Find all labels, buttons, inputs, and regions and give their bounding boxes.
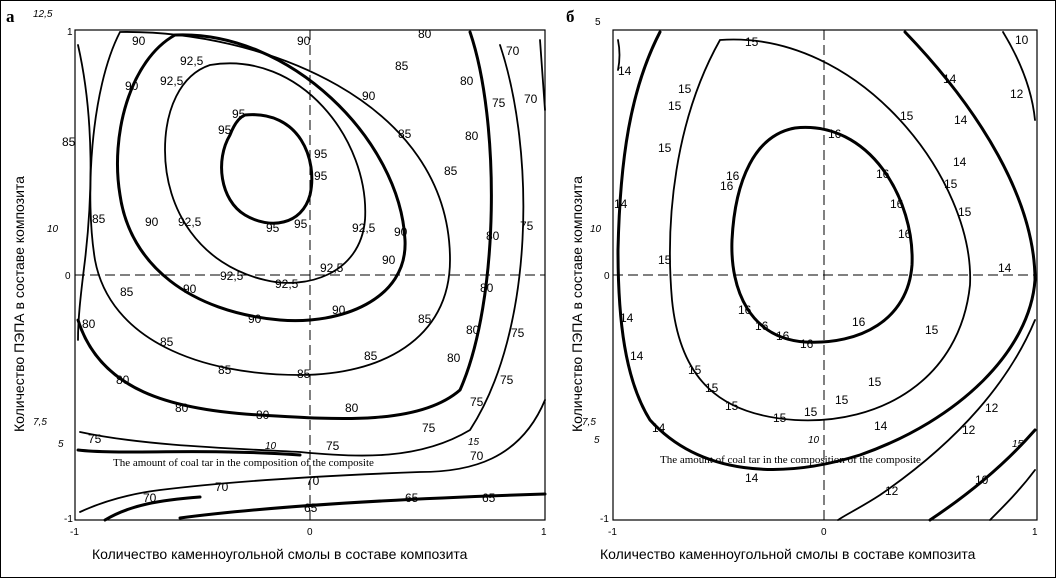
label: 80 (175, 401, 189, 415)
panel-a-xextra: 10 (265, 441, 277, 452)
panel-a-xextra: 15 (468, 437, 480, 448)
panel-b (566, 7, 1038, 562)
label: 14 (620, 311, 634, 325)
label: 70 (470, 449, 484, 463)
label: 80 (465, 129, 479, 143)
panel-b-caption: The amount of coal tar in the composition of the composite (660, 454, 921, 466)
panel-a-contour-labels (62, 27, 538, 515)
panel-a-yextra: 10 (47, 224, 59, 235)
label: 85 (120, 285, 134, 299)
label: 85 (62, 135, 76, 149)
contour-92-5 (165, 63, 365, 283)
label: 15 (804, 405, 818, 419)
panel-b-ytick-top: 5 (595, 17, 601, 28)
label: 85 (395, 59, 409, 73)
label: 85 (364, 349, 378, 363)
label: 80 (256, 408, 270, 422)
panel-a-caption: The amount of coal tar in the composition of the composite (113, 457, 374, 469)
label: 90 (382, 253, 396, 267)
label: 12 (985, 401, 999, 415)
contour-85-left (78, 45, 91, 340)
panel-b-yextra: 7,5 (582, 417, 596, 428)
label: 14 (954, 113, 968, 127)
label: 90 (362, 89, 376, 103)
label: 16 (776, 329, 790, 343)
label: 80 (418, 27, 432, 41)
label: 12 (1010, 87, 1024, 101)
panel-a-yextra: 7,5 (33, 417, 47, 428)
label: 15 (658, 141, 672, 155)
label: 16 (755, 319, 769, 333)
label: 16 (890, 197, 904, 211)
label: 85 (398, 127, 412, 141)
label: 16 (852, 315, 866, 329)
label: 75 (500, 373, 514, 387)
contour-14 (618, 32, 1035, 469)
label: 95 (232, 107, 246, 121)
label: 16 (800, 337, 814, 351)
label: 90 (297, 34, 311, 48)
label: 80 (116, 373, 130, 387)
panel-b-xtick-mid: 0 (821, 527, 827, 538)
panel-b-xtick-right: 1 (1032, 527, 1038, 538)
label: 65 (482, 491, 496, 505)
label: 16 (738, 303, 752, 317)
label: 75 (326, 439, 340, 453)
label: 75 (520, 219, 534, 233)
contour-15 (670, 40, 970, 421)
label: 85 (92, 212, 106, 226)
label: 14 (630, 349, 644, 363)
label: 10 (975, 473, 989, 487)
label: 80 (486, 229, 500, 243)
panel-b-xextra: 10 (808, 435, 820, 446)
panel-b-yextra: 5 (594, 435, 600, 446)
panel-b-yextra: 10 (590, 224, 602, 235)
label: 65 (405, 491, 419, 505)
label: 95 (266, 221, 280, 235)
label: 15 (958, 205, 972, 219)
panel-a-ytick-top: 1 (67, 27, 73, 38)
panel-a-x-label: Количество каменноугольной смолы в составе композита (92, 546, 468, 562)
label: 75 (470, 395, 484, 409)
label: 16 (828, 127, 842, 141)
contour-85 (90, 32, 450, 375)
panel-b-ytick-mid: 0 (604, 271, 610, 282)
label: 92,5 (180, 54, 204, 68)
label: 90 (145, 215, 159, 229)
label: 70 (506, 44, 520, 58)
panel-a-letter: а (6, 7, 15, 26)
label: 15 (835, 393, 849, 407)
panel-a (6, 7, 547, 562)
label: 90 (248, 312, 262, 326)
panel-a-ytick-bottom: -1 (64, 514, 73, 525)
label: 15 (944, 177, 958, 191)
panel-a-ytick-mid: 0 (65, 271, 71, 282)
panel-a-xtick-left: -1 (70, 527, 79, 538)
label: 14 (998, 261, 1012, 275)
panel-b-y-label: Количество ПЭПА в составе композита (569, 176, 585, 432)
contour-80 (78, 32, 491, 419)
label: 85 (160, 335, 174, 349)
label: 16 (898, 227, 912, 241)
label: 14 (953, 155, 967, 169)
label: 92,5 (220, 269, 244, 283)
label: 85 (218, 363, 232, 377)
label: 14 (618, 64, 632, 78)
label: 14 (614, 197, 628, 211)
label: 12 (885, 484, 899, 498)
contour-16 (732, 127, 912, 342)
label: 15 (705, 381, 719, 395)
label: 75 (88, 432, 102, 446)
label: 92,5 (178, 215, 202, 229)
label: 65 (304, 501, 318, 515)
label: 92,5 (352, 221, 376, 235)
label: 12 (962, 423, 976, 437)
label: 70 (215, 480, 229, 494)
label: 85 (418, 312, 432, 326)
label: 95 (314, 147, 328, 161)
panel-a-y-label: Количество ПЭПА в составе композита (11, 176, 27, 432)
label: 90 (394, 225, 408, 239)
label: 70 (524, 92, 538, 106)
label: 92,5 (275, 277, 299, 291)
panel-b-xtick-left: -1 (608, 527, 617, 538)
label: 80 (480, 281, 494, 295)
label: 85 (297, 367, 311, 381)
label: 14 (874, 419, 888, 433)
label: 92,5 (160, 74, 184, 88)
label: 70 (306, 474, 320, 488)
label: 14 (943, 72, 957, 86)
contour-12-bottom (838, 320, 1035, 520)
label: 15 (725, 399, 739, 413)
label: 90 (132, 34, 146, 48)
label: 95 (314, 169, 328, 183)
panel-b-xextra: 15 (1012, 439, 1024, 450)
panel-a-xtick-mid: 0 (307, 527, 313, 538)
label: 15 (900, 109, 914, 123)
label: 15 (868, 375, 882, 389)
label: 80 (447, 351, 461, 365)
label: 85 (444, 164, 458, 178)
label: 15 (925, 323, 939, 337)
panel-a-yextra: 12,5 (33, 9, 53, 20)
label: 16 (726, 169, 740, 183)
contour-10b (990, 470, 1035, 520)
panel-b-ytick-bottom: -1 (600, 514, 609, 525)
label: 90 (125, 79, 139, 93)
label: 95 (294, 217, 308, 231)
label: 75 (511, 326, 525, 340)
label: 75 (492, 96, 506, 110)
label: 90 (332, 303, 346, 317)
label: 15 (745, 35, 759, 49)
label: 80 (82, 317, 96, 331)
label: 15 (658, 253, 672, 267)
label: 15 (688, 363, 702, 377)
label: 75 (422, 421, 436, 435)
label: 92,5 (320, 261, 344, 275)
label: 15 (773, 411, 787, 425)
label: 16 (720, 179, 734, 193)
label: 14 (652, 421, 666, 435)
label: 90 (183, 282, 197, 296)
label: 10 (1015, 33, 1029, 47)
panel-b-x-label: Количество каменноугольной смолы в составе композита (600, 546, 976, 562)
label: 16 (876, 167, 890, 181)
label: 15 (668, 99, 682, 113)
panel-a-xtick-right: 1 (541, 527, 547, 538)
label: 15 (678, 82, 692, 96)
label: 70 (143, 491, 157, 505)
label: 80 (345, 401, 359, 415)
panel-b-letter: б (566, 7, 575, 26)
label: 80 (466, 323, 480, 337)
label: 14 (745, 471, 759, 485)
panel-a-yextra: 5 (58, 439, 64, 450)
contour-95 (222, 115, 312, 224)
label: 95 (218, 123, 232, 137)
label: 80 (460, 74, 474, 88)
